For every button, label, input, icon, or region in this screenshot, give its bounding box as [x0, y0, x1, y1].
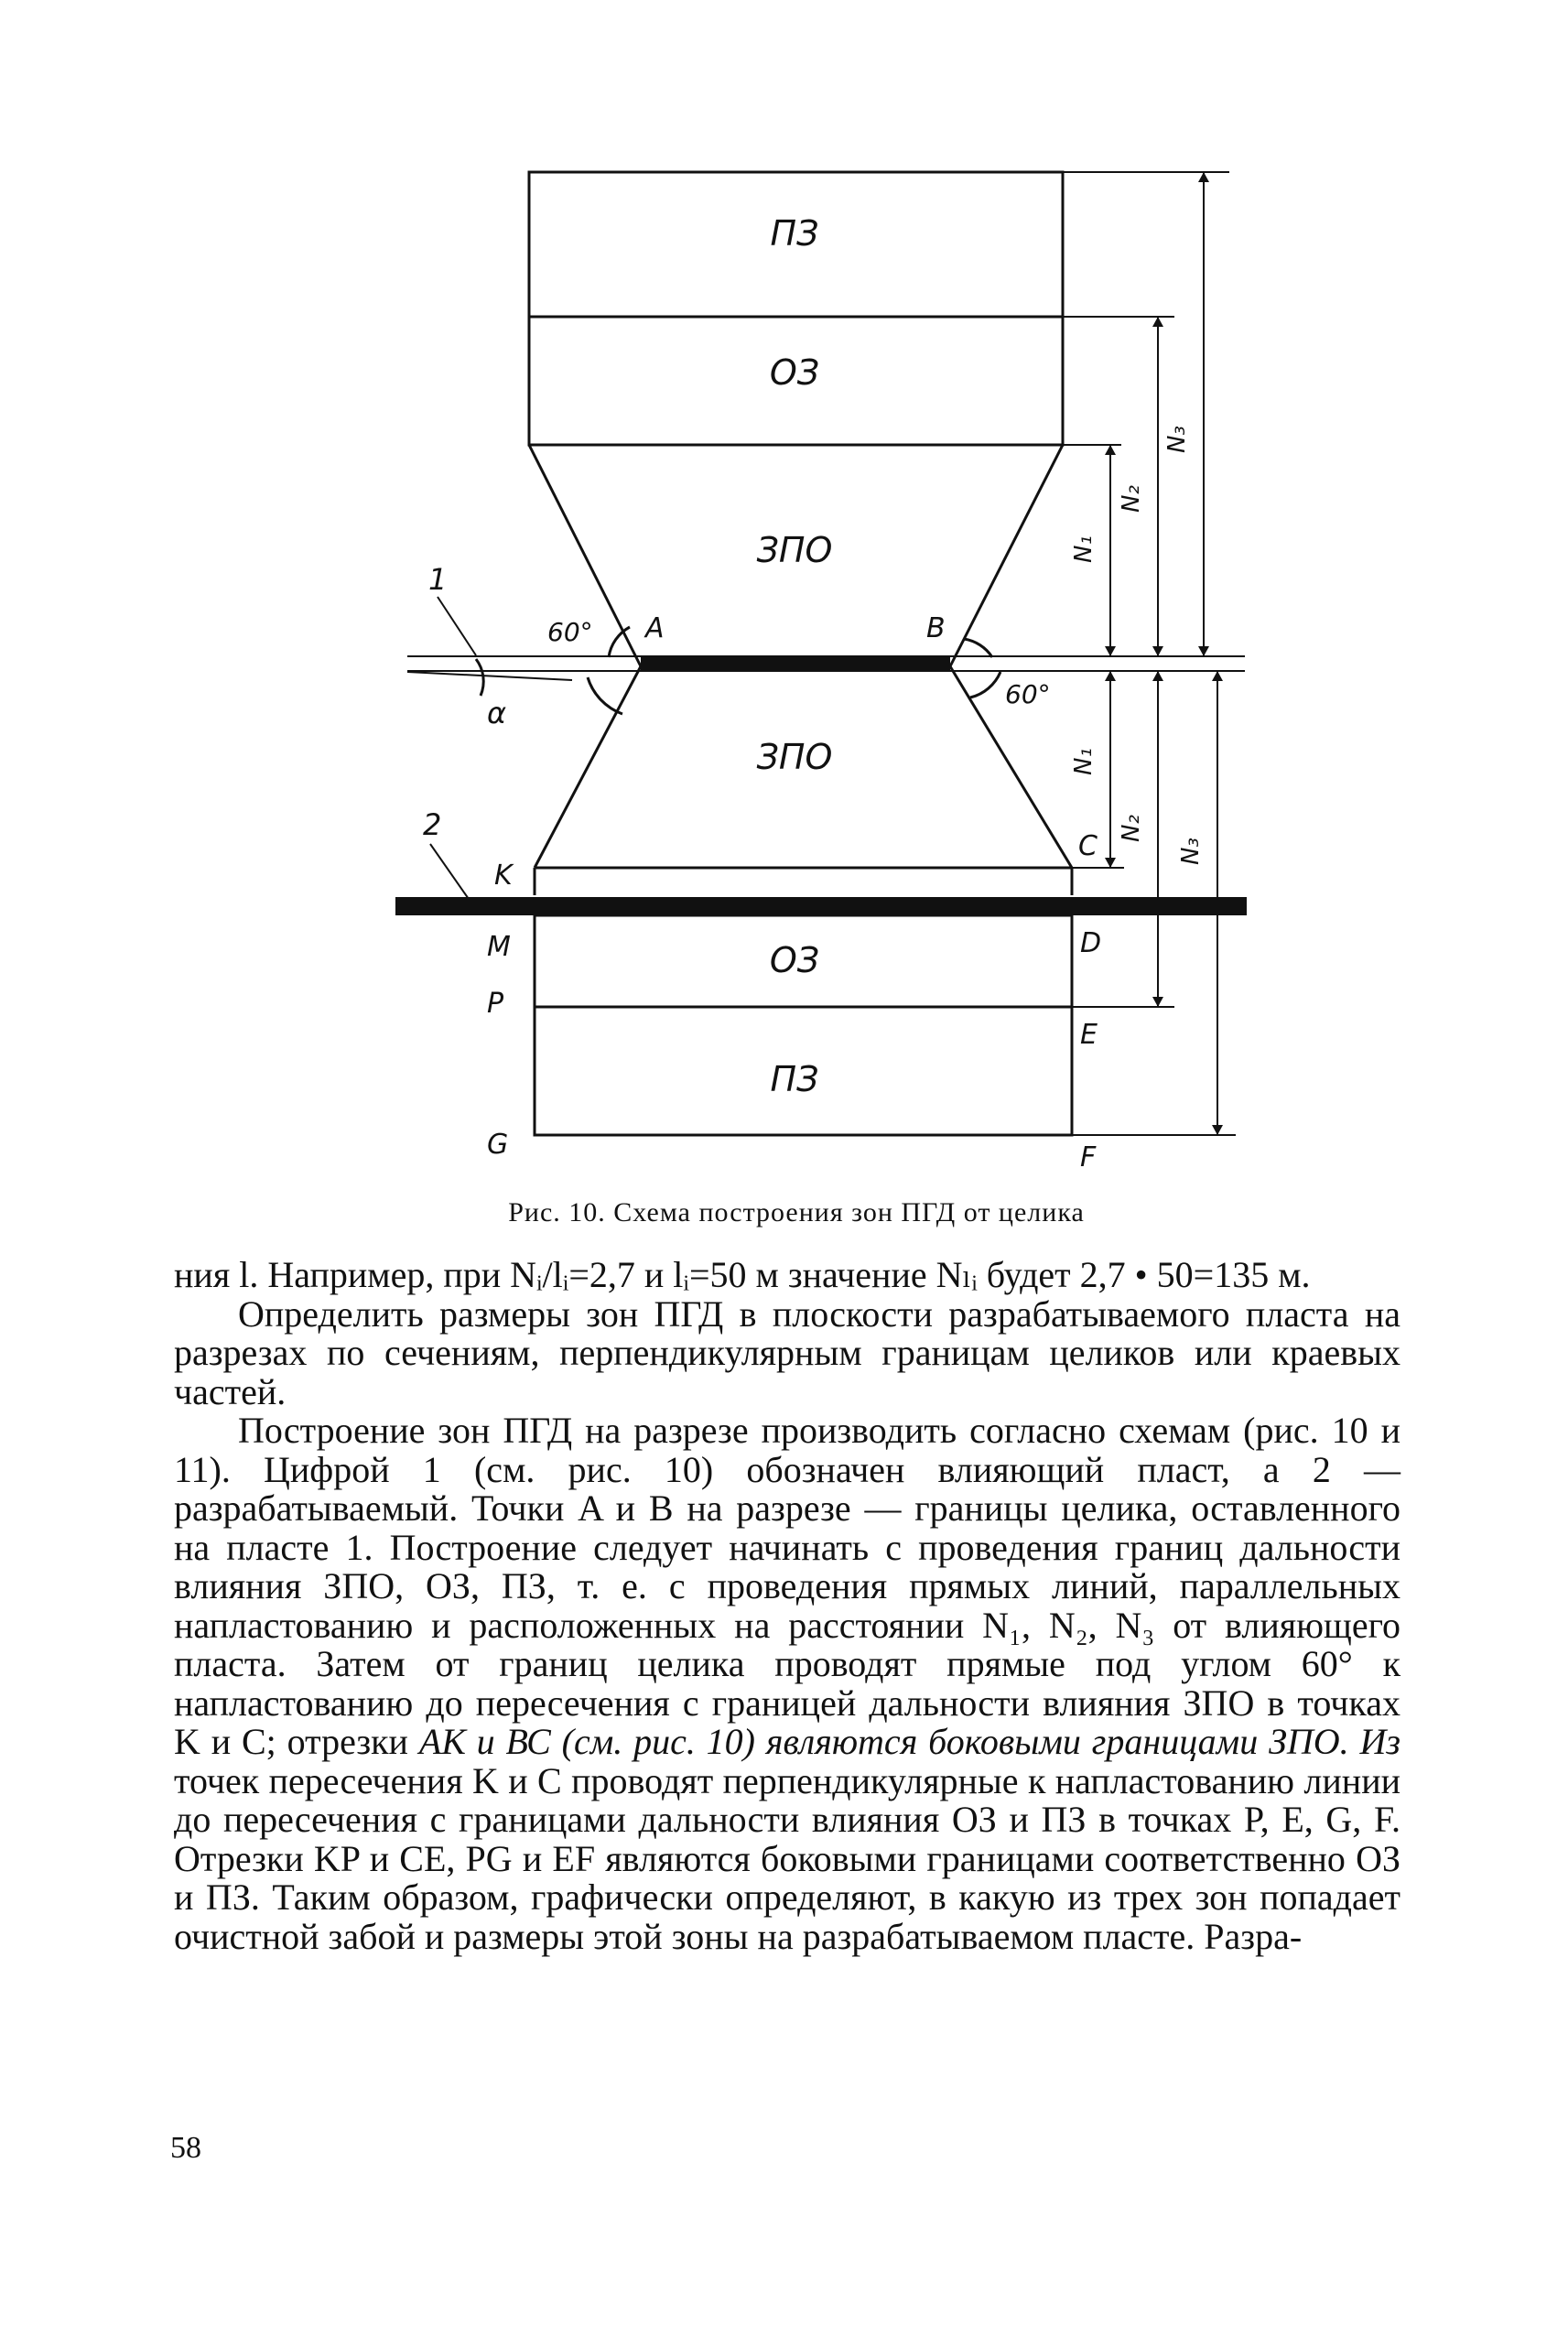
seam-1-leader: [438, 597, 476, 655]
alpha-arc: [476, 659, 483, 696]
label-upper-zpo: ЗПО: [756, 530, 833, 570]
dim-label-n2-top: N₂: [1118, 485, 1145, 513]
angle-label-top: 60°: [547, 617, 593, 647]
point-g: G: [487, 1129, 509, 1161]
seam-2-leader: [430, 844, 470, 902]
dim-label-n1-bottom: N₁: [1070, 748, 1098, 775]
point-e: E: [1080, 1019, 1098, 1051]
point-c: C: [1078, 830, 1098, 862]
point-a: A: [645, 612, 665, 644]
point-b: B: [926, 612, 946, 644]
paragraph-2: Определить размеры зон ПГД в плоскости разрабатываемого пласта на разрезах по сечениям, перпендикулярным границам целиков или краевых частей.: [174, 1292, 1400, 1412]
point-f: F: [1080, 1141, 1097, 1173]
upper-zpo-right-boundary: [950, 445, 1063, 666]
dim-label-n3-bottom: N₃: [1177, 838, 1205, 865]
angle-label-bottom: 60°: [1005, 679, 1051, 709]
label-upper-oz: ОЗ: [769, 352, 820, 393]
point-d: D: [1080, 927, 1102, 959]
paragraph-3-part-1: Построение зон ПГД на разрезе производить согласно схемам (рис. 10 и 11). Цифрой 1 (см. рис. 10) обозначен влияющий пласт, а 2 — разрабатываемый. Точки A и B на разрезе — границы целика, оставленного на пласте 1. Построение следует начинать с проведения границ дальности влияния ЗПО, ОЗ, ПЗ, т. е. с проведения прямых линий, параллельных напластованию и расположенных на расстоянии N₁, N₂, N₃ от влияющего пласта. Затем от границ целика проводят прямые под углом 60° к напластованию до пересечения с границей дальности влияния ЗПО в точках K и C; отрезки: [174, 1410, 1400, 1762]
seam-1-number: 1: [428, 562, 448, 597]
label-lower-oz: ОЗ: [769, 940, 820, 980]
paragraph-3: [174, 1411, 1400, 1956]
label-lower-pz: ПЗ: [770, 1059, 819, 1099]
label-lower-zpo: ЗПО: [756, 737, 833, 777]
angle-arc-top-left: [609, 627, 630, 657]
dim-label-n1-top: N₁: [1070, 535, 1098, 563]
point-k: K: [494, 860, 513, 892]
page-number: 58: [170, 2131, 201, 2165]
body-text: [174, 1256, 1400, 1956]
paragraph-3-italic: АК и ВС (см. рис. 10) являются боковыми границами ЗПО. Из: [418, 1721, 1400, 1762]
point-p: P: [487, 988, 504, 1020]
angle-arc-top-right: [964, 639, 992, 657]
seam-2-number: 2: [423, 807, 442, 842]
label-upper-pz: ПЗ: [770, 213, 819, 254]
alpha-label: α: [487, 696, 507, 730]
paragraph-3-part-2: точек пересечения K и C проводят перпендикулярные к напластованию линии до пересечения с границами дальности влияния ОЗ и ПЗ в точках P, E, G, F. Отрезки KP и CE, PG и EF являются боковыми границами соответственно ОЗ и ПЗ. Таким образом, графически определяют, в какую из трех зон попадает очистной забой и размеры этой зоны на разрабатываемом пласте. Разра-: [174, 1759, 1400, 1957]
seam-2-bar: [395, 897, 1247, 915]
angle-arc-bottom-right: [970, 672, 1000, 698]
dim-label-n3-top: N₃: [1163, 426, 1191, 453]
lower-zpo-left-boundary: [535, 666, 641, 868]
dim-label-n2-bottom: N₂: [1118, 815, 1145, 842]
point-m: M: [487, 931, 511, 963]
pillar-bar: [641, 655, 950, 672]
figure-caption: Рис. 10. Схема построения зон ПГД от целика: [508, 1197, 1085, 1227]
paragraph-1: ния l. Например, при Nᵢ/lᵢ=2,7 и lᵢ=50 м значение Nₗᵢ будет 2,7 • 50=135 м.: [174, 1254, 1311, 1295]
